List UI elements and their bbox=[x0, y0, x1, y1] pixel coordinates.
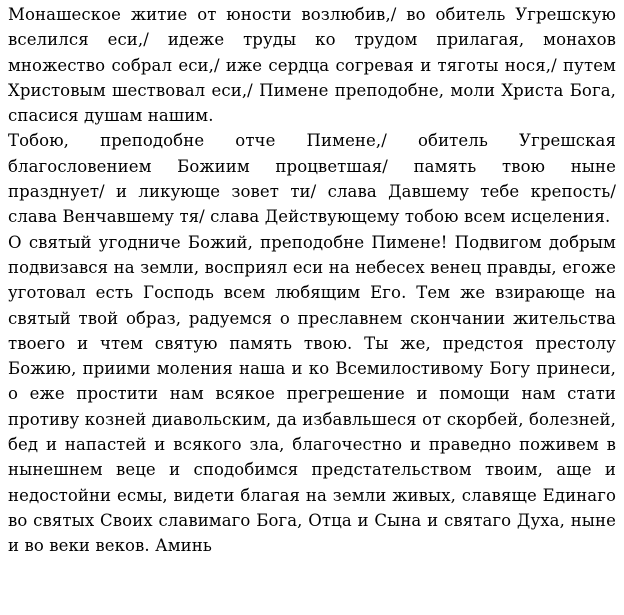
prayer-paragraph: О святый угодниче Божий, преподобне Пимене! Подвигом добрым подвизався на земли, восприял еси на небесех венец правды, егоже уготовал есть Господь всем любящим Его. Тем же взирающе на святый твой образ, радуемся о преславнем скончании жительства твоего и чтем святую память твою. Ты же, предстоя престолу Божию, приими моления наша и ко Всемилостивому Богу принеси, о еже простити нам всякое прегрешение и помощи нам стати противу козней диавольским, да избавльшеся от скорбей, болезней, бед и напастей и всякого зла, благочестно и праведно поживем в нынешнем веце и сподобимся предстательством твоим, аще и недостойни есмы, видети благая на земли живых, славяще Единаго во святых Своих славимаго Бога, Отца и Сына и святаго Духа, ныне и во веки веков. Аминь bbox=[8, 232, 616, 556]
kontakion-paragraph: Тобою, преподобне отче Пимене,/ обитель Угрешская благословением Божиим процветшая/ память твою ныне празднует/ и ликующе зовет ти/ слава Давшему тебе крепость/ слава Венчавшему тя/ слава Действующему тобою всем исцеления. bbox=[8, 131, 616, 227]
troparion-paragraph: Монашеское житие от юности возлюбив,/ во обитель Угрешскую вселился еси,/ идеже труды ко трудом прилагая, монахов множество собрал еси,/ иже сердца согревая и тяготы нося,/ путем Христовым шествовал еси,/ Пимене преподобне, моли Христа Бога, спасися душам нашим. bbox=[8, 5, 616, 126]
